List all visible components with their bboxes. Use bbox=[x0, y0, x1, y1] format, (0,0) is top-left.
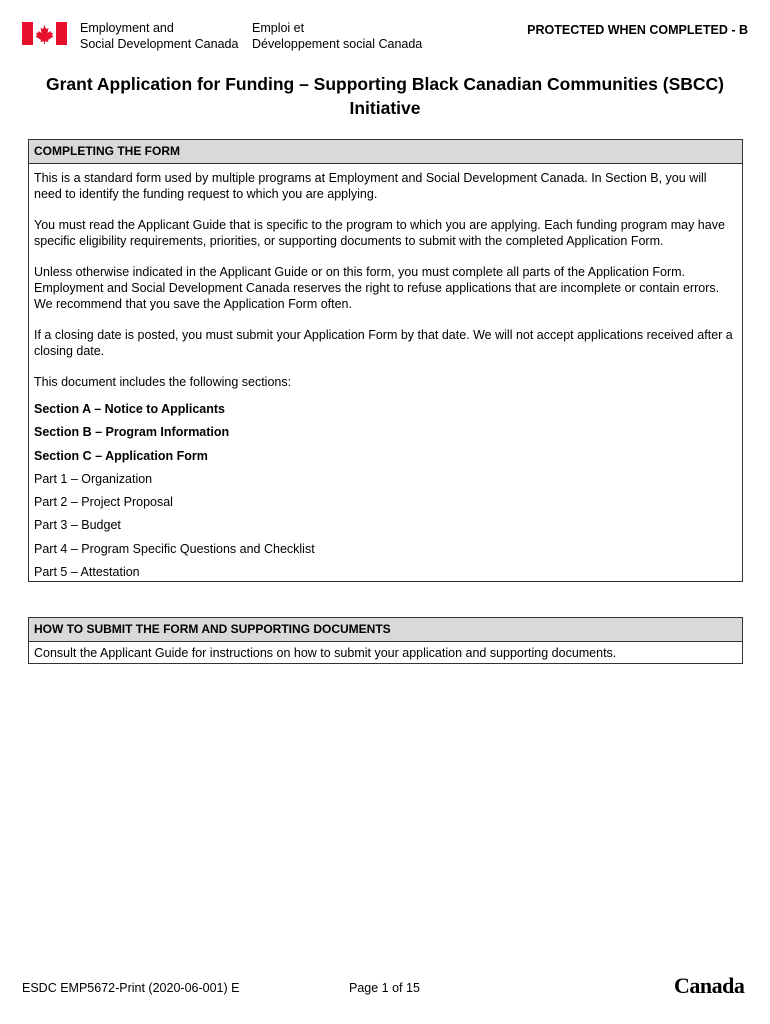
section-heading: COMPLETING THE FORM bbox=[29, 140, 742, 164]
section-list-item: Section C – Application Form bbox=[34, 448, 208, 463]
canada-wordmark-logo: Canada bbox=[674, 973, 745, 998]
how-to-submit-section bbox=[28, 617, 743, 664]
page-number: Page 1 of 15 bbox=[349, 981, 420, 995]
part-list-item: Part 4 – Program Specific Questions and Checklist bbox=[34, 541, 315, 556]
paragraph: Unless otherwise indicated in the Applicant Guide or on this form, you must complete all parts of the Application Form. Employment and Social Development Canada reserves the right to refuse applications that are incomplete or contain errors. We recommend that you save the Application Form often. bbox=[34, 265, 720, 311]
section-list-item: Section B – Program Information bbox=[34, 425, 230, 440]
part-list-item: Part 2 – Project Proposal bbox=[34, 495, 173, 510]
department-name-french: Emploi et Développement social Canada bbox=[252, 21, 423, 51]
department-name-english: Employment and Social Development Canada bbox=[80, 21, 239, 51]
part-list-item: Part 1 – Organization bbox=[34, 471, 153, 486]
paragraph: This document includes the following sections: bbox=[34, 375, 292, 389]
form-number: ESDC EMP5672-Print (2020-06-001) E bbox=[22, 981, 240, 995]
security-classification: PROTECTED WHEN COMPLETED - B bbox=[527, 23, 748, 37]
paragraph: This is a standard form used by multiple programs at Employment and Social Development Canada. In Section B, you will need to identify the funding request to which you are applying. bbox=[34, 171, 707, 201]
section-heading: HOW TO SUBMIT THE FORM AND SUPPORTING DOCUMENTS bbox=[29, 618, 742, 642]
paragraph: If a closing date is posted, you must submit your Application Form by that date. We will not accept applications received after a closing date. bbox=[34, 328, 733, 358]
part-list-item: Part 3 – Budget bbox=[34, 518, 121, 533]
part-list-item: Part 5 – Attestation bbox=[34, 565, 140, 580]
page-title: Grant Application for Funding – Supporting Black Canadian Communities (SBCC) Initiative bbox=[46, 74, 724, 118]
completing-form-section bbox=[28, 139, 743, 582]
paragraph: You must read the Applicant Guide that is specific to the program to which you are applying. Each funding program may have specific eligibility requirements, priorities, or supporting documents to submit with the completed Application Form. bbox=[34, 218, 725, 248]
canada-flag-icon bbox=[22, 22, 67, 45]
submit-instructions: Consult the Applicant Guide for instructions on how to submit your application and supporting documents. bbox=[34, 646, 617, 660]
section-list-item: Section A – Notice to Applicants bbox=[34, 402, 225, 416]
page-header bbox=[22, 20, 748, 54]
